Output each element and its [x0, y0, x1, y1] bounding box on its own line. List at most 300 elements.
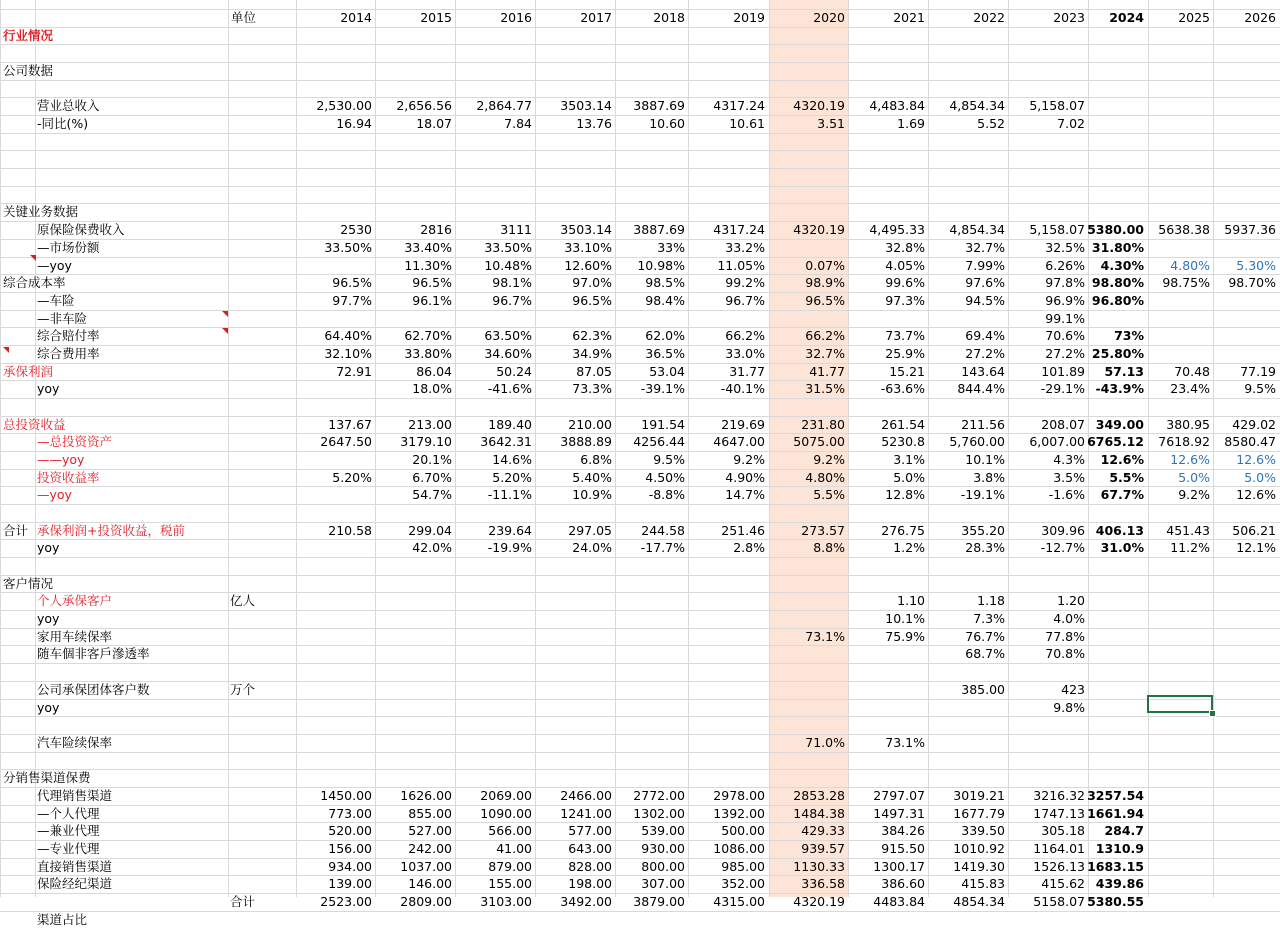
value-cell[interactable]: 9.2%	[733, 452, 765, 467]
value-cell[interactable]: 33.80%	[404, 346, 452, 361]
value-cell[interactable]: 244.58	[641, 523, 685, 538]
value-cell[interactable]: 69.4%	[965, 328, 1005, 343]
value-cell[interactable]: 5638.38	[1158, 222, 1210, 237]
selected-cell[interactable]	[1147, 695, 1213, 713]
value-cell[interactable]: 4.05%	[885, 258, 925, 273]
value-cell[interactable]: 18.07	[416, 116, 452, 131]
value-cell[interactable]: 2523.00	[320, 894, 372, 909]
value-cell[interactable]: 3888.89	[560, 434, 612, 449]
value-cell[interactable]: 500.00	[721, 823, 765, 838]
value-cell[interactable]: 2,656.56	[396, 98, 452, 113]
value-cell[interactable]: 352.00	[721, 876, 765, 891]
value-cell[interactable]: 96.5%	[332, 275, 372, 290]
year-header-2014[interactable]: 2014	[340, 10, 372, 25]
value-cell[interactable]: 2816	[420, 222, 452, 237]
value-cell[interactable]: 2809.00	[400, 894, 452, 909]
value-cell[interactable]: 305.18	[1041, 823, 1085, 838]
value-cell[interactable]: 6.70%	[412, 470, 452, 485]
row-label-b[interactable]: 原保险保费收入	[37, 222, 125, 237]
value-cell[interactable]: 13.76	[576, 116, 612, 131]
value-cell[interactable]: 4.90%	[725, 470, 765, 485]
value-cell[interactable]: 9.5%	[653, 452, 685, 467]
row-label-b[interactable]: 汽车险续保率	[37, 735, 113, 750]
value-cell[interactable]: 1310.9	[1095, 841, 1144, 856]
value-cell[interactable]: 210.58	[328, 523, 372, 538]
row-label-b[interactable]: 代理销售渠道	[37, 788, 113, 803]
value-cell[interactable]: 4483.84	[873, 894, 925, 909]
value-cell[interactable]: 5.0%	[1244, 470, 1276, 485]
value-cell[interactable]: 985.00	[721, 859, 765, 874]
value-cell[interactable]: 4320.19	[793, 894, 845, 909]
row-label-b[interactable]: —车险	[37, 293, 75, 308]
value-cell[interactable]: 146.00	[408, 876, 452, 891]
value-cell[interactable]: 53.04	[649, 364, 685, 379]
value-cell[interactable]: 12.6%	[1236, 487, 1276, 502]
value-cell[interactable]: 4317.24	[713, 222, 765, 237]
value-cell[interactable]: 4256.44	[633, 434, 685, 449]
value-cell[interactable]: 4854.34	[953, 894, 1005, 909]
value-cell[interactable]: 31.77	[729, 364, 765, 379]
value-cell[interactable]: 4,495.33	[869, 222, 925, 237]
value-cell[interactable]: 1450.00	[320, 788, 372, 803]
value-cell[interactable]: 8.8%	[813, 540, 845, 555]
value-cell[interactable]: 336.58	[801, 876, 845, 891]
value-cell[interactable]: 10.61	[729, 116, 765, 131]
value-cell[interactable]: 844.4%	[957, 381, 1005, 396]
value-cell[interactable]: 28.3%	[965, 540, 1005, 555]
row-label-b[interactable]: 投资收益率	[37, 470, 100, 485]
value-cell[interactable]: 11.30%	[404, 258, 452, 273]
value-cell[interactable]: 5.0%	[1178, 470, 1210, 485]
value-cell[interactable]: 73.1%	[805, 629, 845, 644]
row-label-b[interactable]: 公司承保团体客户数	[37, 682, 150, 697]
value-cell[interactable]: 2647.50	[320, 434, 372, 449]
value-cell[interactable]: 73.1%	[885, 735, 925, 750]
value-cell[interactable]: 62.0%	[645, 328, 685, 343]
value-cell[interactable]: 54.7%	[412, 487, 452, 502]
row-label-a[interactable]: 综合成本率	[3, 275, 66, 290]
value-cell[interactable]: 1010.92	[953, 841, 1005, 856]
value-cell[interactable]: 25.9%	[885, 346, 925, 361]
value-cell[interactable]: 5158.07	[1033, 894, 1085, 909]
value-cell[interactable]: 32.7%	[965, 240, 1005, 255]
value-cell[interactable]: 5,158.07	[1029, 98, 1085, 113]
row-label-a[interactable]: 行业情况	[3, 28, 54, 43]
year-header-2017[interactable]: 2017	[580, 10, 612, 25]
value-cell[interactable]: 98.1%	[492, 275, 532, 290]
value-cell[interactable]: 34.9%	[572, 346, 612, 361]
value-cell[interactable]: 98.80%	[1091, 275, 1144, 290]
value-cell[interactable]: 7.3%	[973, 611, 1005, 626]
value-cell[interactable]: 1677.79	[953, 806, 1005, 821]
value-cell[interactable]: 10.1%	[885, 611, 925, 626]
value-cell[interactable]: 96.80%	[1091, 293, 1144, 308]
value-cell[interactable]: 3103.00	[480, 894, 532, 909]
value-cell[interactable]: -1.6%	[1048, 487, 1085, 502]
value-cell[interactable]: -40.1%	[720, 381, 765, 396]
value-cell[interactable]: 32.10%	[324, 346, 372, 361]
value-cell[interactable]: 2772.00	[633, 788, 685, 803]
year-header-2024[interactable]: 2024	[1109, 10, 1144, 25]
value-cell[interactable]: 520.00	[328, 823, 372, 838]
value-cell[interactable]: 33.40%	[404, 240, 452, 255]
value-cell[interactable]: 276.75	[881, 523, 925, 538]
year-header-2018[interactable]: 2018	[653, 10, 685, 25]
value-cell[interactable]: 11.2%	[1170, 540, 1210, 555]
value-cell[interactable]: 7618.92	[1158, 434, 1210, 449]
value-cell[interactable]: 309.96	[1041, 523, 1085, 538]
value-cell[interactable]: 5.30%	[1236, 258, 1276, 273]
value-cell[interactable]: 5230.8	[881, 434, 925, 449]
value-cell[interactable]: 1392.00	[713, 806, 765, 821]
row-label-b[interactable]: —非车险	[37, 311, 88, 326]
value-cell[interactable]: 137.67	[328, 417, 372, 432]
value-cell[interactable]: 99.2%	[725, 275, 765, 290]
value-cell[interactable]: 10.9%	[572, 487, 612, 502]
value-cell[interactable]: 5.40%	[572, 470, 612, 485]
value-cell[interactable]: 189.40	[488, 417, 532, 432]
value-cell[interactable]: 5937.36	[1224, 222, 1276, 237]
year-header-2019[interactable]: 2019	[733, 10, 765, 25]
value-cell[interactable]: 423	[1061, 682, 1085, 697]
value-cell[interactable]: 3879.00	[633, 894, 685, 909]
value-cell[interactable]: 800.00	[641, 859, 685, 874]
value-cell[interactable]: 5,158.07	[1029, 222, 1085, 237]
value-cell[interactable]: 36.5%	[645, 346, 685, 361]
value-cell[interactable]: 66.2%	[805, 328, 845, 343]
value-cell[interactable]: -43.9%	[1095, 381, 1144, 396]
row-label-b[interactable]: 营业总收入	[37, 98, 100, 113]
value-cell[interactable]: 3257.54	[1087, 788, 1144, 803]
row-label-b[interactable]: yoy	[37, 540, 60, 555]
value-cell[interactable]: 94.5%	[965, 293, 1005, 308]
value-cell[interactable]: 7.84	[504, 116, 532, 131]
value-cell[interactable]: 930.00	[641, 841, 685, 856]
value-cell[interactable]: 251.46	[721, 523, 765, 538]
value-cell[interactable]: -19.9%	[487, 540, 532, 555]
value-cell[interactable]: 50.24	[496, 364, 532, 379]
value-cell[interactable]: 33.2%	[725, 240, 765, 255]
value-cell[interactable]: 3216.32	[1033, 788, 1085, 803]
value-cell[interactable]: -29.1%	[1040, 381, 1085, 396]
value-cell[interactable]: 855.00	[408, 806, 452, 821]
value-cell[interactable]: 4.50%	[645, 470, 685, 485]
value-cell[interactable]: 6.8%	[580, 452, 612, 467]
value-cell[interactable]: 1241.00	[560, 806, 612, 821]
value-cell[interactable]: 32.5%	[1045, 240, 1085, 255]
value-cell[interactable]: 3887.69	[633, 98, 685, 113]
value-cell[interactable]: 33%	[657, 240, 685, 255]
value-cell[interactable]: 384.26	[881, 823, 925, 838]
value-cell[interactable]: 72.91	[336, 364, 372, 379]
value-cell[interactable]: 16.94	[336, 116, 372, 131]
value-cell[interactable]: 10.48%	[484, 258, 532, 273]
value-cell[interactable]: 14.6%	[492, 452, 532, 467]
value-cell[interactable]: 12.6%	[1170, 452, 1210, 467]
row-label-b[interactable]: —总投资资产	[37, 434, 113, 449]
value-cell[interactable]: 1484.38	[793, 806, 845, 821]
value-cell[interactable]: 284.7	[1104, 823, 1144, 838]
value-cell[interactable]: 261.54	[881, 417, 925, 432]
value-cell[interactable]: 24.0%	[572, 540, 612, 555]
value-cell[interactable]: 20.1%	[412, 452, 452, 467]
value-cell[interactable]: 66.2%	[725, 328, 765, 343]
value-cell[interactable]: 33.10%	[564, 240, 612, 255]
row-label-a[interactable]: 分销售渠道保费	[3, 770, 91, 785]
value-cell[interactable]: 97.0%	[572, 275, 612, 290]
value-cell[interactable]: 4320.19	[793, 98, 845, 113]
row-label-b[interactable]: 承保利润+投资收益，税前	[37, 523, 185, 538]
value-cell[interactable]: 6765.12	[1087, 434, 1144, 449]
value-cell[interactable]: 213.00	[408, 417, 452, 432]
value-cell[interactable]: 208.07	[1041, 417, 1085, 432]
value-cell[interactable]: 98.70%	[1228, 275, 1276, 290]
row-label-b[interactable]: 渠道占比	[37, 912, 88, 927]
value-cell[interactable]: 97.6%	[965, 275, 1005, 290]
value-cell[interactable]: 355.20	[961, 523, 1005, 538]
value-cell[interactable]: 219.69	[721, 417, 765, 432]
value-cell[interactable]: 6.26%	[1045, 258, 1085, 273]
value-cell[interactable]: 101.89	[1041, 364, 1085, 379]
value-cell[interactable]: 33.50%	[324, 240, 372, 255]
value-cell[interactable]: 5.20%	[332, 470, 372, 485]
value-cell[interactable]: 1302.00	[633, 806, 685, 821]
row-label-b[interactable]: yoy	[37, 611, 60, 626]
value-cell[interactable]: 98.75%	[1162, 275, 1210, 290]
value-cell[interactable]: 415.62	[1041, 876, 1085, 891]
value-cell[interactable]: 62.70%	[404, 328, 452, 343]
row-label-b[interactable]: 个人承保客户	[37, 593, 113, 608]
value-cell[interactable]: 939.57	[801, 841, 845, 856]
row-label-a[interactable]: 承保利润	[3, 364, 54, 379]
value-cell[interactable]: 211.56	[961, 417, 1005, 432]
value-cell[interactable]: 11.05%	[717, 258, 765, 273]
value-cell[interactable]: 3503.14	[560, 222, 612, 237]
value-cell[interactable]: 307.00	[641, 876, 685, 891]
value-cell[interactable]: 96.9%	[1045, 293, 1085, 308]
value-cell[interactable]: 96.5%	[572, 293, 612, 308]
value-cell[interactable]: 62.3%	[572, 328, 612, 343]
year-header-2020[interactable]: 2020	[813, 10, 845, 25]
row-label-b[interactable]: yoy	[37, 381, 60, 396]
value-cell[interactable]: 98.9%	[805, 275, 845, 290]
value-cell[interactable]: 1526.13	[1033, 859, 1085, 874]
value-cell[interactable]: 5380.55	[1087, 894, 1144, 909]
value-cell[interactable]: 1164.01	[1033, 841, 1085, 856]
value-cell[interactable]: 73.7%	[885, 328, 925, 343]
value-cell[interactable]: 76.7%	[965, 629, 1005, 644]
value-cell[interactable]: 7.99%	[965, 258, 1005, 273]
value-cell[interactable]: 25.80%	[1091, 346, 1144, 361]
value-cell[interactable]: 1.69	[897, 116, 925, 131]
unit-cell[interactable]: 合计	[230, 894, 256, 909]
value-cell[interactable]: 12.60%	[564, 258, 612, 273]
value-cell[interactable]: 1497.31	[873, 806, 925, 821]
value-cell[interactable]: 2797.07	[873, 788, 925, 803]
value-cell[interactable]: 4.30%	[1100, 258, 1144, 273]
value-cell[interactable]: 429.33	[801, 823, 845, 838]
value-cell[interactable]: 1037.00	[400, 859, 452, 874]
value-cell[interactable]: 5380.00	[1087, 222, 1144, 237]
value-cell[interactable]: 4.0%	[1053, 611, 1085, 626]
value-cell[interactable]: 934.00	[328, 859, 372, 874]
value-cell[interactable]: 64.40%	[324, 328, 372, 343]
value-cell[interactable]: 3642.31	[480, 434, 532, 449]
value-cell[interactable]: 87.05	[576, 364, 612, 379]
value-cell[interactable]: 406.13	[1095, 523, 1144, 538]
value-cell[interactable]: 2466.00	[560, 788, 612, 803]
value-cell[interactable]: 1.2%	[893, 540, 925, 555]
value-cell[interactable]: 57.13	[1104, 364, 1144, 379]
value-cell[interactable]: 4,483.84	[869, 98, 925, 113]
value-cell[interactable]: 7.02	[1057, 116, 1085, 131]
value-cell[interactable]: 31.0%	[1100, 540, 1144, 555]
value-cell[interactable]: 4.80%	[1170, 258, 1210, 273]
value-cell[interactable]: 8580.47	[1224, 434, 1276, 449]
value-cell[interactable]: 1130.33	[793, 859, 845, 874]
value-cell[interactable]: 1747.13	[1033, 806, 1085, 821]
value-cell[interactable]: 1626.00	[400, 788, 452, 803]
value-cell[interactable]: 191.54	[641, 417, 685, 432]
row-label-b[interactable]: —市场份额	[37, 240, 100, 255]
unit-cell[interactable]: 亿人	[230, 593, 256, 608]
value-cell[interactable]: 73%	[1114, 328, 1144, 343]
value-cell[interactable]: 3492.00	[560, 894, 612, 909]
value-cell[interactable]: 5.0%	[893, 470, 925, 485]
value-cell[interactable]: 4,854.34	[949, 222, 1005, 237]
value-cell[interactable]: 239.64	[488, 523, 532, 538]
value-cell[interactable]: 67.7%	[1100, 487, 1144, 502]
value-cell[interactable]: 68.7%	[965, 646, 1005, 661]
value-cell[interactable]: 12.6%	[1236, 452, 1276, 467]
value-cell[interactable]: 32.8%	[885, 240, 925, 255]
value-cell[interactable]: 385.00	[961, 682, 1005, 697]
value-cell[interactable]: 86.04	[416, 364, 452, 379]
value-cell[interactable]: 577.00	[568, 823, 612, 838]
value-cell[interactable]: 71.0%	[805, 735, 845, 750]
value-cell[interactable]: 77.8%	[1045, 629, 1085, 644]
value-cell[interactable]: 3.5%	[1053, 470, 1085, 485]
row-label-b[interactable]: -同比(%)	[37, 116, 89, 131]
value-cell[interactable]: 155.00	[488, 876, 532, 891]
value-cell[interactable]: 23.4%	[1170, 381, 1210, 396]
value-cell[interactable]: 1.20	[1057, 593, 1085, 608]
value-cell[interactable]: 97.7%	[332, 293, 372, 308]
value-cell[interactable]: 15.21	[889, 364, 925, 379]
value-cell[interactable]: 451.43	[1166, 523, 1210, 538]
value-cell[interactable]: 3503.14	[560, 98, 612, 113]
value-cell[interactable]: 3.51	[817, 116, 845, 131]
row-label-a[interactable]: 总投资收益	[3, 417, 66, 432]
value-cell[interactable]: -8.8%	[648, 487, 685, 502]
value-cell[interactable]: 5.5%	[813, 487, 845, 502]
value-cell[interactable]: 41.00	[496, 841, 532, 856]
value-cell[interactable]: 4317.24	[713, 98, 765, 113]
value-cell[interactable]: 156.00	[328, 841, 372, 856]
value-cell[interactable]: 506.21	[1232, 523, 1276, 538]
unit-header[interactable]: 单位	[231, 10, 257, 25]
value-cell[interactable]: 4,854.34	[949, 98, 1005, 113]
value-cell[interactable]: -11.1%	[487, 487, 532, 502]
value-cell[interactable]: 2.8%	[733, 540, 765, 555]
value-cell[interactable]: 1.18	[977, 593, 1005, 608]
value-cell[interactable]: 98.5%	[645, 275, 685, 290]
value-cell[interactable]: 1086.00	[713, 841, 765, 856]
value-cell[interactable]: 242.00	[408, 841, 452, 856]
value-cell[interactable]: 299.04	[408, 523, 452, 538]
value-cell[interactable]: -41.6%	[487, 381, 532, 396]
value-cell[interactable]: 5.5%	[1109, 470, 1144, 485]
value-cell[interactable]: 339.50	[961, 823, 1005, 838]
value-cell[interactable]: 1419.30	[953, 859, 1005, 874]
value-cell[interactable]: 415.83	[961, 876, 1005, 891]
value-cell[interactable]: 643.00	[568, 841, 612, 856]
value-cell[interactable]: 4320.19	[793, 222, 845, 237]
value-cell[interactable]: 4647.00	[713, 434, 765, 449]
value-cell[interactable]: 1090.00	[480, 806, 532, 821]
value-cell[interactable]: 429.02	[1232, 417, 1276, 432]
value-cell[interactable]: 75.9%	[885, 629, 925, 644]
value-cell[interactable]: 27.2%	[965, 346, 1005, 361]
value-cell[interactable]: 10.1%	[965, 452, 1005, 467]
value-cell[interactable]: 139.00	[328, 876, 372, 891]
year-header-2015[interactable]: 2015	[420, 10, 452, 25]
value-cell[interactable]: 32.7%	[805, 346, 845, 361]
value-cell[interactable]: -19.1%	[960, 487, 1005, 502]
value-cell[interactable]: 2978.00	[713, 788, 765, 803]
year-header-2021[interactable]: 2021	[893, 10, 925, 25]
value-cell[interactable]: 143.64	[961, 364, 1005, 379]
value-cell[interactable]: 33.0%	[725, 346, 765, 361]
value-cell[interactable]: 2,530.00	[316, 98, 372, 113]
row-label-b[interactable]: —yoy	[37, 258, 72, 273]
value-cell[interactable]: 4.80%	[805, 470, 845, 485]
value-cell[interactable]: 231.80	[801, 417, 845, 432]
value-cell[interactable]: 539.00	[641, 823, 685, 838]
value-cell[interactable]: 98.4%	[645, 293, 685, 308]
value-cell[interactable]: 96.7%	[725, 293, 765, 308]
value-cell[interactable]: 27.2%	[1045, 346, 1085, 361]
row-label-b[interactable]: —专业代理	[37, 841, 100, 856]
value-cell[interactable]: 70.8%	[1045, 646, 1085, 661]
value-cell[interactable]: 5075.00	[793, 434, 845, 449]
value-cell[interactable]: 97.8%	[1045, 275, 1085, 290]
value-cell[interactable]: 297.05	[568, 523, 612, 538]
row-label-b[interactable]: —yoy	[37, 487, 72, 502]
row-label-a[interactable]: 关键业务数据	[3, 204, 79, 219]
value-cell[interactable]: 773.00	[328, 806, 372, 821]
value-cell[interactable]: 41.77	[809, 364, 845, 379]
value-cell[interactable]: 5.52	[977, 116, 1005, 131]
value-cell[interactable]: 1.10	[897, 593, 925, 608]
value-cell[interactable]: 18.0%	[412, 381, 452, 396]
row-label-b[interactable]: —个人代理	[37, 806, 100, 821]
value-cell[interactable]: 2,864.77	[476, 98, 532, 113]
unit-cell[interactable]: 万个	[230, 682, 256, 697]
value-cell[interactable]: -63.6%	[880, 381, 925, 396]
value-cell[interactable]: 5.20%	[492, 470, 532, 485]
value-cell[interactable]: 12.8%	[885, 487, 925, 502]
value-cell[interactable]: 2853.28	[793, 788, 845, 803]
row-label-b[interactable]: 综合赔付率	[37, 328, 100, 343]
value-cell[interactable]: 9.8%	[1053, 700, 1085, 715]
value-cell[interactable]: 3.8%	[973, 470, 1005, 485]
row-label-b[interactable]: 家用车续保率	[37, 629, 113, 644]
value-cell[interactable]: 70.6%	[1045, 328, 1085, 343]
row-label-b[interactable]: yoy	[37, 700, 60, 715]
value-cell[interactable]: 1683.15	[1087, 859, 1144, 874]
value-cell[interactable]: 4315.00	[713, 894, 765, 909]
